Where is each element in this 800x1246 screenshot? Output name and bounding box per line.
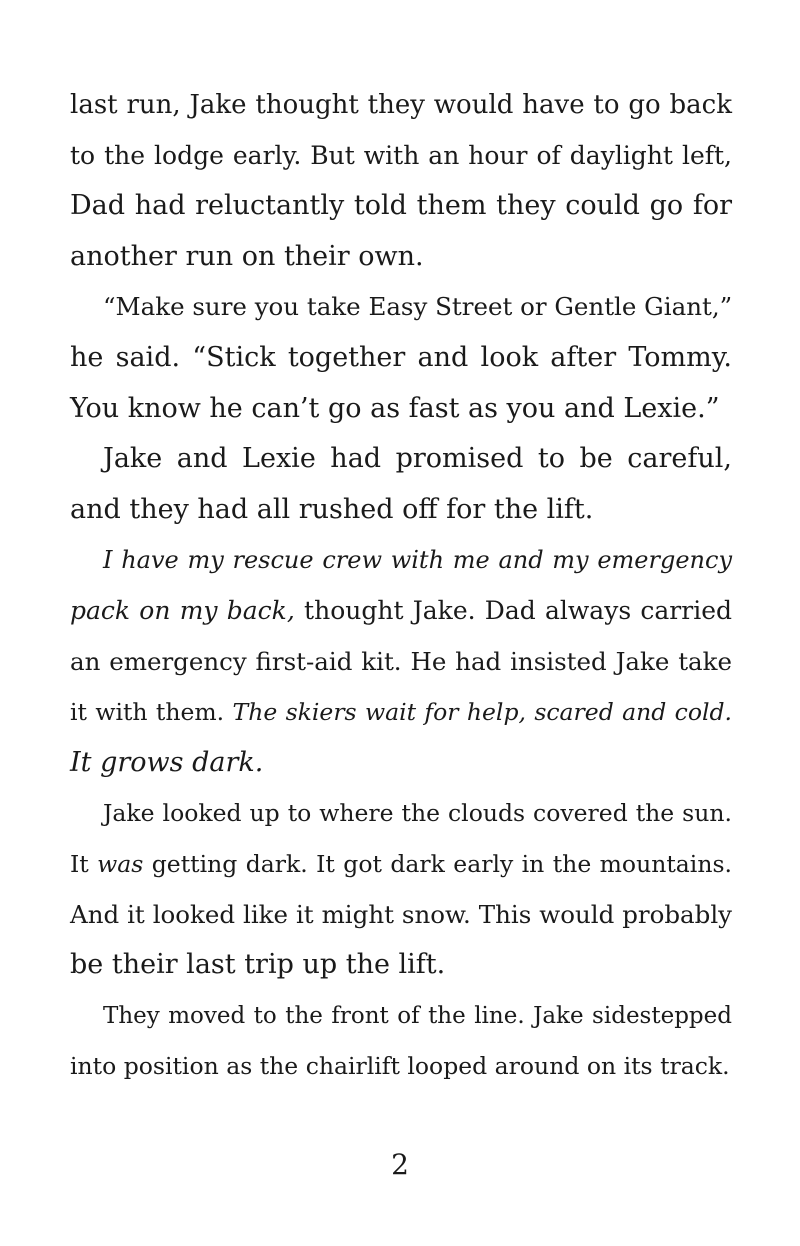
- text-line: Dad had reluctantly told them they could go for: [70, 190, 732, 222]
- text-line: into position as the chairlift looped around on its track.: [70, 1052, 730, 1081]
- text-line: And it looked like it might snow. This would probably: [70, 899, 732, 929]
- text-line: pack on my back, thought Jake. Dad always carried: [70, 595, 733, 625]
- text-line: another run on their own.: [70, 240, 424, 272]
- text-line: it with them. The skiers wait for help, scared and cold.: [70, 698, 732, 727]
- text-line: You know he can’t go as fast as you and Lexie.”: [70, 392, 720, 424]
- text-line: last run, Jake thought they would have to go back: [70, 90, 732, 120]
- text-line: an emergency first-aid kit. He had insisted Jake take: [70, 646, 732, 676]
- text-line: be their last trip up the lift.: [70, 949, 446, 981]
- text-line: It grows dark.: [70, 746, 264, 778]
- text-line: to the lodge early. But with an hour of daylight left,: [70, 140, 732, 170]
- text-line: he said. “Stick together and look after Tommy.: [70, 341, 732, 373]
- text-line: They moved to the front of the line. Jake sidestepped: [103, 1002, 732, 1029]
- text-line: Jake looked up to where the clouds covered the sun.: [103, 799, 732, 828]
- book-page-text: [70, 80, 732, 1092]
- text-line: I have my rescue crew with me and my emergency: [103, 546, 732, 575]
- text-line: It was getting dark. It got dark early in the mountains.: [70, 849, 732, 878]
- text-line: Jake and Lexie had promised to be careful,: [103, 443, 732, 475]
- text-line: “Make sure you take Easy Street or Gentle Giant,”: [103, 292, 733, 322]
- text-line: and they had all rushed off for the lift.: [70, 493, 594, 525]
- page-number: 2: [391, 1148, 409, 1181]
